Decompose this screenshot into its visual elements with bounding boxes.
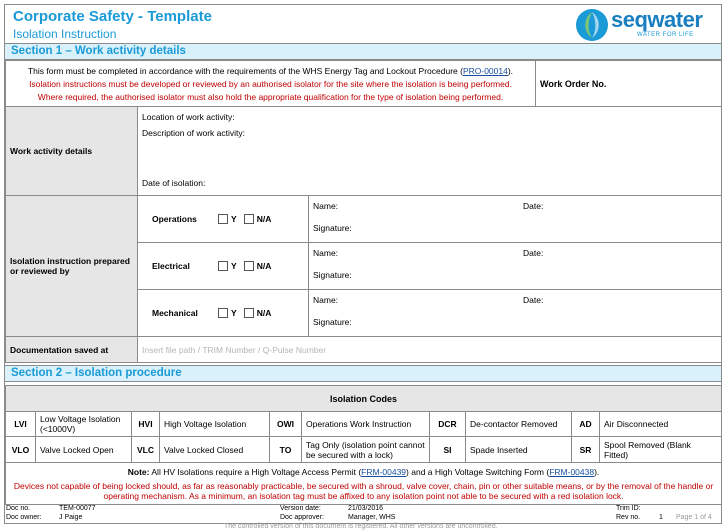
code-desc: Valve Locked Open [36, 437, 132, 463]
documentation-path-input[interactable]: Insert file path / TRIM Number / Q-Pulse Number [138, 337, 722, 363]
code-abbr: LVI [6, 412, 36, 437]
isolation-codes-table [5, 385, 722, 505]
code-desc: High Voltage Isolation [160, 412, 270, 437]
mechanical-na-checkbox[interactable] [244, 308, 254, 318]
intro-text: This form must be completed in accordance with the requirements of the WHS Energy Tag and Lockout Procedure (PRO-00014). [27, 65, 514, 76]
electrical-signature-label: Signature: [313, 270, 352, 280]
code-desc: Operations Work Instruction [302, 412, 430, 437]
hv-note: Note: All HV Isolations require a High Voltage Access Permit (FRM-00439) and a High Voltage Switching Form (FRM-00438). [127, 467, 600, 477]
notes-cell [6, 463, 722, 505]
code-abbr: HVI [132, 412, 160, 437]
red-instruction-2: Where required, the authorised isolator must also hold the appropriate qualification for the type of isolation being performed. [37, 91, 504, 102]
code-abbr: VLO [6, 437, 36, 463]
approver-value: Manager, WHS [348, 514, 396, 521]
code-desc: Valve Locked Closed [160, 437, 270, 463]
date-of-isolation-label: Date of isolation: [142, 178, 206, 188]
section1-table [5, 60, 722, 363]
document-subtitle: Isolation Instruction [13, 27, 117, 41]
code-desc: Spade Inserted [466, 437, 572, 463]
mechanical-signature-label: Signature: [313, 317, 352, 327]
operations-y-checkbox[interactable] [218, 214, 228, 224]
version-date-value: 21/03/2016 [348, 505, 384, 512]
rev-no-label: Rev no. [616, 514, 641, 521]
operations-signature-label: Signature: [313, 223, 352, 233]
electrical-y-checkbox[interactable] [218, 261, 228, 271]
code-abbr: SR [572, 437, 600, 463]
code-desc: Tag Only (isolation point cannot be secured with a lock) [302, 437, 430, 463]
page-number: Page 1 of 4 [676, 514, 712, 521]
work-activity-label: Work activity details [6, 107, 138, 196]
operations-name-label: Name: [313, 201, 339, 211]
code-abbr: AD [572, 412, 600, 437]
frm-00439-link[interactable]: FRM-00439 [361, 467, 407, 477]
code-abbr: OWI [270, 412, 302, 437]
prepared-by-label: Isolation instruction prepared or reviewed by [6, 196, 138, 337]
instructions-cell [6, 61, 536, 107]
operations-date-label: Date: [523, 201, 544, 211]
electrical-na-checkbox[interactable] [244, 261, 254, 271]
mechanical-row: Mechanical Y N/A [138, 290, 309, 337]
locking-warning: Devices not capable of being locked should, as far as reasonably practicable, be secured with a shroud, valve cover, chain, pin or other suitable means, or by the removal of the handle or operating mechanism. As a minimum, an isolation tag must be affixed to any isolation point not able to be secured with a red isolation lock. [13, 481, 714, 501]
document-title: Corporate Safety - Template [13, 8, 212, 25]
code-abbr: DCR [430, 412, 466, 437]
section1-title: Section 1 – Work activity details [5, 43, 721, 60]
work-order-field[interactable]: Work Order No. [536, 61, 722, 107]
pro-00014-link[interactable]: PRO-00014 [462, 65, 508, 76]
isolation-codes-title: Isolation Codes [6, 386, 722, 412]
mechanical-y-checkbox[interactable] [218, 308, 228, 318]
logo-tagline: WATER FOR LIFE [637, 32, 694, 38]
code-desc: Air Disconnected [600, 412, 722, 437]
operations-signoff-field[interactable] [309, 196, 722, 243]
documentation-saved-label: Documentation saved at [6, 337, 138, 363]
code-abbr: TO [270, 437, 302, 463]
water-drop-icon [575, 8, 609, 42]
code-desc: Spool Removed (Blank Fitted) [600, 437, 722, 463]
mechanical-signoff-field[interactable] [309, 290, 722, 337]
code-abbr: VLC [132, 437, 160, 463]
code-desc: Low Voltage Isolation (<1000V) [36, 412, 132, 437]
electrical-name-label: Name: [313, 248, 339, 258]
seqwater-logo [575, 7, 715, 43]
doc-no-label: Doc no. [6, 505, 31, 512]
electrical-date-label: Date: [523, 248, 544, 258]
logo-wordmark: seqwater [611, 7, 703, 32]
doc-owner-label: Doc owner: [6, 514, 42, 521]
red-instruction-1: Isolation instructions must be developed or reviewed by an authorised isolator for the site where the isolation is being performed. [29, 78, 512, 89]
electrical-row: Electrical Y N/A [138, 243, 309, 290]
frm-00438-link[interactable]: FRM-00438 [549, 467, 595, 477]
trim-id-label: Trim ID: [616, 505, 641, 512]
description-label: Description of work activity: [142, 128, 245, 138]
document-frame [4, 4, 722, 524]
electrical-signoff-field[interactable] [309, 243, 722, 290]
location-label: Location of work activity: [142, 112, 235, 122]
operations-na-checkbox[interactable] [244, 214, 254, 224]
mechanical-date-label: Date: [523, 295, 544, 305]
code-desc: De-contactor Removed [466, 412, 572, 437]
rev-no-value: 1 [659, 514, 663, 521]
work-activity-details-field[interactable] [138, 107, 722, 196]
approver-label: Doc approver: [280, 514, 324, 521]
code-abbr: SI [430, 437, 466, 463]
doc-no-value: TEM-00077 [59, 505, 96, 512]
version-date-label: Version date: [280, 505, 321, 512]
mechanical-name-label: Name: [313, 295, 339, 305]
doc-owner-value: J Paige [59, 514, 83, 521]
operations-row: Operations Y N/A [138, 196, 309, 243]
controlled-version-disclaimer: The controlled version of this document is registered. All other versions are uncontrolled. [224, 523, 498, 530]
section2-title: Section 2 – Isolation procedure [5, 365, 721, 382]
